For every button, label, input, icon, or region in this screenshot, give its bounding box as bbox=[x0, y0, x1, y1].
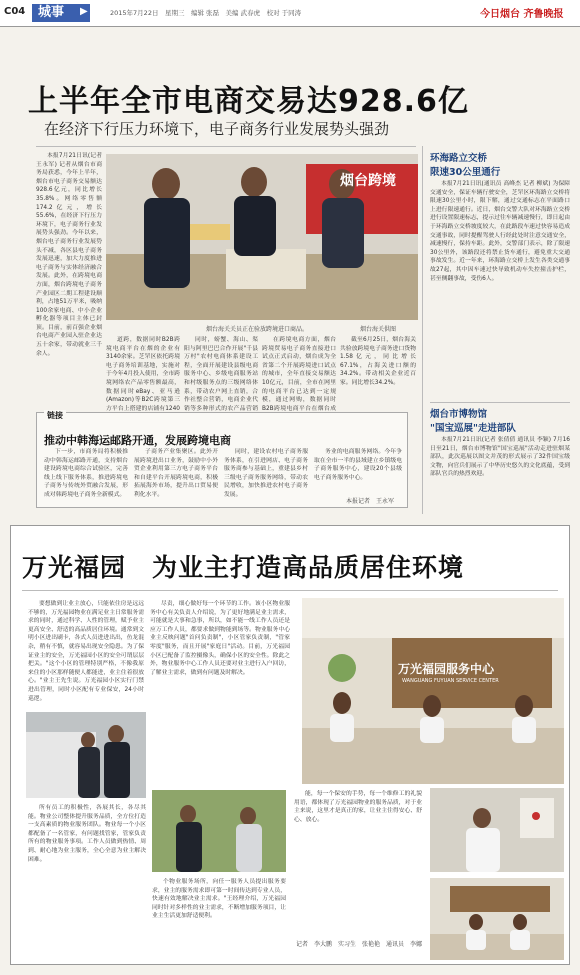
feature-rule bbox=[22, 590, 558, 591]
front-desk-photo bbox=[430, 878, 564, 960]
guard-resident-photo bbox=[152, 790, 286, 872]
section-label: 城事 bbox=[32, 4, 90, 22]
headline-rule bbox=[36, 146, 416, 147]
photo-banner-text: 烟台跨境 bbox=[340, 173, 396, 189]
link-body-col2: 子商务产业集聚区。此外开展跨境进出口业务，鼓励中小外贸企业利用第三方电子商务平台和自建平台开展跨境电商，积极拓展海外市场，提升出口贸易便利化水平。 bbox=[134, 449, 218, 498]
main-body-col1: 本报7月21日讯(记者 王永军) 记者从烟台市商务局获悉，今年上半年，烟台市电子商务交易额达928.6亿元，同比增长35.8%。网络零售额174.2亿元，增长55.6%，在经济下行压力环境下，电子商务行业发展势头强劲。今年以来，烟台电子商务行业发展势头不减，各区县电子商务发展迅速，加大力度推进电子商务与实体经济融合发展。此外，在跨境电商方面，烟台跨境电子商务产业园区二期工程建设顺利，占地51万平米，吸纳100余家电商、中小企业孵化器等项目主体已封顶。目前，前百强企业烟台电商产业园入驻企业达五十余家，带动就业三千余人。 bbox=[36, 153, 102, 357]
link-body-col4: 务业的电商服务网络。今年争取在全市一半的县域建立乡镇级电子商务服务中心，建设20个县级电子商务服务中心。 bbox=[314, 449, 402, 481]
service-center-sign-en: WANGUANG FUYUAN SERVICE CENTER bbox=[402, 678, 499, 684]
main-body-col5: 截至6月25日，烟台海关共验放跨境电子商务进口货物1.58亿元，同比增长67.1%，占海关进口额的34.2%。带动相关企业近百家。同比增长34.2%。 bbox=[340, 337, 416, 386]
side2-title: 烟台市博物馆 bbox=[430, 409, 488, 420]
service-center-sign: 万光福园服务中心 bbox=[398, 662, 495, 676]
masthead-rule bbox=[0, 26, 580, 27]
side1-title: 环海路立交桥 bbox=[430, 153, 488, 164]
photo-credit: 烟台海关供图 bbox=[360, 326, 397, 333]
side2-body: 本报7月21日讯(记者 张倩倩 通讯员 李颖) 7月16日至21日，烟台市博物馆"国宝巡展"活动走进驻烟某部队，此次巡展以图文并茂的形式展示了32件国宝级文物，向官兵们展示了中华历史悠久的文化底蕴，受到部队官兵的热烈欢迎。 bbox=[430, 437, 570, 478]
link-tag: 链接 bbox=[44, 410, 66, 421]
main-subheadline: 在经济下行压力环境下，电子商务行业发展势头强劲 bbox=[44, 120, 390, 138]
security-guard-photo bbox=[26, 712, 146, 798]
feature-body-col3: 所有员工的积极性，各展其长，各尽其能。物业公司整体提升服务品质，全方位打造一支高素质的物业服务团队。物业每一个小区都配备了一名管家，有问题找管家，管家负责所有的物业服务事项。工作人员做到热情、周到、耐心地为业主服务，全心全意为业主解决困难。 bbox=[28, 805, 146, 863]
feature-body-col5: 能，每一个保安的手势，每一个维修工的礼貌用语，都体现了万光福园物业的服务品质，对于业主来说，这里才是真正的家，让业主住得安心、舒心、放心。 bbox=[294, 791, 422, 823]
link-headline: 推动中韩海运邮路开通，发展跨境电商 bbox=[44, 434, 231, 447]
link-body-col1: 下一步，市商务局将积极推动中韩海运邮路开通，支持烟台建设跨境电商综合试验区，完善线上线下服务体系，推进跨境电子商务与传统外贸融合发展，形成对韩跨境电子商务全新模式。 bbox=[44, 449, 128, 498]
service-center-photo bbox=[302, 598, 564, 784]
newspaper-brand: 今日烟台 齐鲁晚报 bbox=[480, 9, 564, 20]
maintenance-photo bbox=[430, 788, 564, 872]
photo-caption: 烟台海关关员正在验放跨境进口商品。 bbox=[206, 326, 309, 333]
feature-headline: 万光福园 为业主打造高品质居住环境 bbox=[22, 553, 465, 582]
feature-body-col4: 个物业服务场所，向任一服务人员提出服务要求，业主的服务需求即可第一时间传达到专业人员，快速有效地解决业主需求。"王经理介绍，万光福园同时针对多样性的业主需求，不断增加服务项目，让业主生活更加舒适便利。 bbox=[152, 879, 286, 920]
page-number: C04 bbox=[4, 6, 26, 17]
section-arrow-icon: ▶ bbox=[80, 6, 88, 17]
issue-meta: 2015年7月22日 星期三 编辑 张磊 美编 武春虎 校对 于同涛 bbox=[110, 9, 302, 17]
main-body-col3: 同时，螃蟹、海山、渠阳与阿里巴巴合作开展"千县万村"农村电商体系建设工程，全面开展建设县级电商服务中心、乡级电商服务站和村级服务点的三级网络体系，带动农户网上直销，合作社整合营销，电商企业代销等多种形式的农产品营销 bbox=[184, 337, 258, 412]
main-body-col4: 在跨境电商方面，烟台跨境贸易电子商务直接进口试点正式启动，烟台成为全省第二个开展跨境进口试点的城市，全年直接交易额达10亿元，目前，全市在网里的电商平台已达到一定规模，通过网购，数据同时B2B跨境电商平台在烟台成 bbox=[262, 337, 336, 412]
feature-byline: 记者 李大鹏 实习生 张艳艳 通讯员 李娜 bbox=[296, 941, 423, 948]
sidebar-rule bbox=[422, 146, 423, 514]
side1-subtitle: 限速30公里通行 bbox=[430, 167, 501, 178]
main-body-col2: 道跨，数据同时B2B跨境电商平台在烟的企业有3140余家。芝罘区依托跨境电子商务培训基地，实施对于今年4月投入使用，全市跨境网络农产品零售额最高，数据同时eBay、亚马逊(Amazon)等B2C跨境第三方平台上搭建的店铺有1240 bbox=[106, 337, 180, 412]
side2-subtitle: "国宝巡展"走进部队 bbox=[430, 423, 516, 434]
link-byline: 本报记者 王永军 bbox=[346, 498, 395, 505]
side1-body: 本报7月21日讯(通讯员 高峰杰 记者 柳斌) 为保障交通安全，保证车辆行驶安全，芝罘区环海路立交桥将限速30公里小时，限下解，通过交通标志在平面路口上进行限速通行。近日，烟台交警大队对环海路立交桥进行设置限速标志，提示过往车辆减速慢行，即日起由于环海路立交桥坡度较大，在此路段车速过快容易造成交通事故，同时提醒驾驶人行经此处时注意交通安全，减速慢行，保持车距。此外，交警部门表示，除了限速30公里外，该路段还将禁止货车通行，避免重大交通事故发生。近一年来，环海路立交桥上发生各类交通事故27起，其中因车速过快导致机动车失控撞击护栏，甚至侧翻事故，受伤6人。 bbox=[430, 181, 570, 282]
link-body-col3: 同时，建设农村电子商务服务体系，在引进网店、电子商务服务商参与基础上，重建县乡村三级电子商务服务网络，带动农民增收，加快推进农村电子商务发展。 bbox=[224, 449, 308, 498]
feature-body-col1: 要想做到让业主放心，只能依住房是远远不够的，万光福园物业在满足业主日常服务需求的同时，通过科学、人性的管理，赋予业主更高安全、舒适的高品质居住环境。通常到文明小区进出刷卡，各式人员进进出出，鱼龙混杂，稍有不慎，就容易出现安全隐患。为了保证业主的安全，万光福园小区的安全可谓层层把关。"这个小区的管理特别严格，不像我原来住的小区那样随便人都能进，业主住着很放心。"业主王先生说。万光福园小区实行门禁进出管理，同时小区配有专业保安，24小时巡逻。 bbox=[28, 601, 144, 702]
side-divider bbox=[430, 402, 570, 403]
feature-body-col2: 尽责，细心做好每一个环节的工作。该小区物业服务中心有关负责人介绍说，为了更好地满足业主需求，可能就是大事和急事，所以，如不能一线工作人员还是应万工作人员，都要求做到物能到场等。物业服务中心业主反映问题"首问负责制"，小区管家负责制，"管家零度"服务，而且开展"家庭日"活动。目前，万光福园小区已配备了监控摄像头，确保小区的安全性。除此之外，物业服务中心工作人员还要对业主进行入户回访，了解业主需求，做到有问题及时解决。 bbox=[150, 601, 290, 676]
main-headline: 上半年全市电商交易达928.6亿 bbox=[28, 84, 469, 119]
